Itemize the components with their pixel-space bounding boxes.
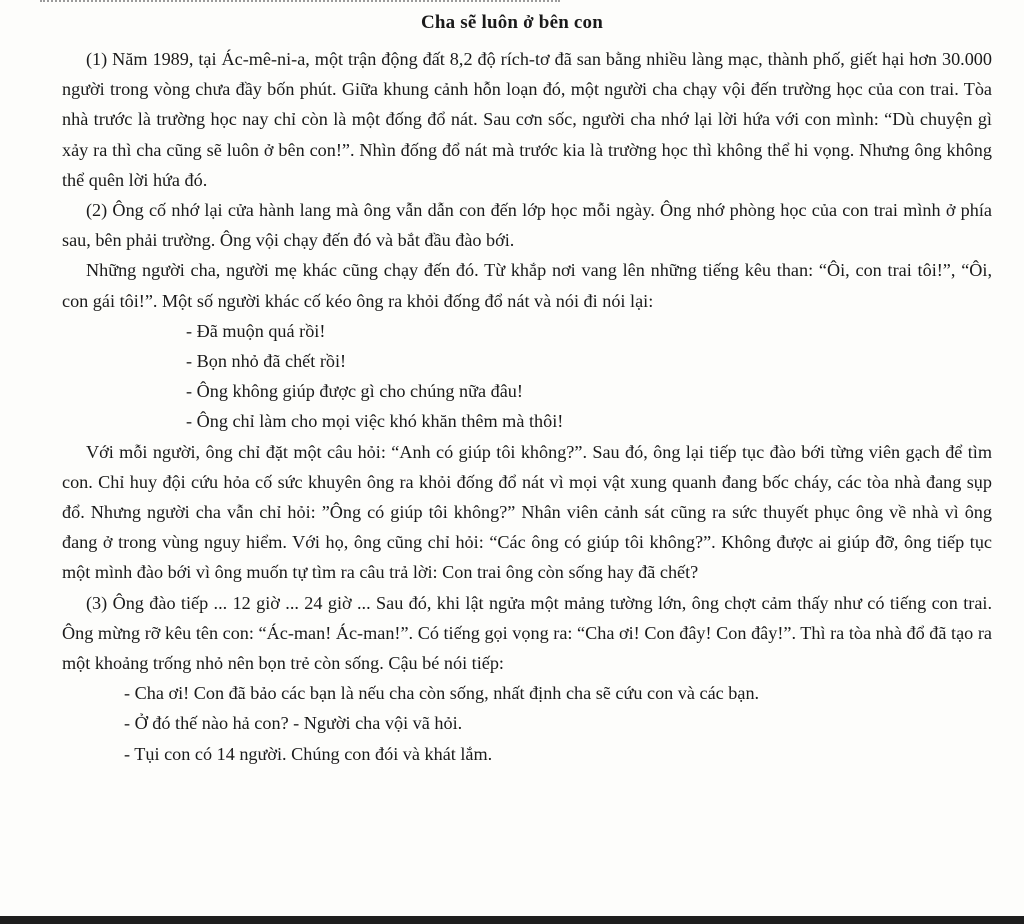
paragraph-2: (2) Ông cố nhớ lại cửa hành lang mà ông vẫn dẫn con đến lớp học mỗi ngày. Ông nhớ phòng học của con trai mình ở phía sau, bên phải trường. Ông vội chạy đến đó và bắt đầu đào bới. xyxy=(62,200,992,251)
paragraph-5: (3) Ông đào tiếp ... 12 giờ ... 24 giờ ... Sau đó, khi lật ngửa một mảng tường lớn, ông chợt cảm thấy như có tiếng con trai. Ông mừng rỡ kêu tên con: “Ác-man! Ác-man!”. Có tiếng gọi vọng ra: “Cha ơi! Con đây! Con đây!”. Thì ra tòa nhà đổ đã tạo ra một khoảng trống nhỏ nên bọn trẻ còn sống. Cậu bé nói tiếp: xyxy=(62,592,992,674)
dialogue-line: - Cha ơi! Con đã bảo các bạn là nếu cha còn sống, nhất định cha sẽ cứu con và các bạn. xyxy=(124,683,760,704)
dialogue-line: - Ở đó thế nào hả con? - Người cha vội vã hỏi. xyxy=(124,713,463,734)
paragraph-3: Những người cha, người mẹ khác cũng chạy đến đó. Từ khắp nơi vang lên những tiếng kêu than: “Ôi, con trai tôi!”, “Ôi, con gái tôi!”. Một số người khác cố kéo ông ra khỏi đống đổ nát và nói đi nói lại: xyxy=(62,260,992,311)
dialogue-line: - Ông chỉ làm cho mọi việc khó khăn thêm mà thôi! xyxy=(186,411,564,432)
story-body xyxy=(62,44,992,769)
cropped-header-line xyxy=(40,0,560,6)
dialogue-line: - Tụi con có 14 người. Chúng con đói và khát lắm. xyxy=(124,743,493,764)
paragraph-4: Với mỗi người, ông chỉ đặt một câu hỏi: “Anh có giúp tôi không?”. Sau đó, ông lại tiếp tục đào bới từng viên gạch để tìm con. Chỉ huy đội cứu hỏa cố sức khuyên ông ra khỏi đống đổ nát vì mọi vật xung quanh đang bốc cháy, các tòa nhà đang sụp đổ. Nhưng người cha vẫn chỉ hỏi: ”Ông có giúp tôi không?” Nhân viên cảnh sát cũng ra sức thuyết phục ông về nhà vì ông đang ở trong vùng nguy hiểm. Với họ, ông cũng chỉ hỏi: “Các ông có giúp tôi không?”. Không được ai giúp đỡ, ông tiếp tục một mình đào bới vì ông muốn tự tìm ra câu trả lời: Con trai ông còn sống hay đã chết? xyxy=(62,441,992,583)
dialogue-line: - Ông không giúp được gì cho chúng nữa đâu! xyxy=(186,381,523,402)
paragraph-1: (1) Năm 1989, tại Ác-mê-ni-a, một trận động đất 8,2 độ rích-tơ đã san bằng nhiều làng mạc, thành phố, giết hại hơn 30.000 người trong vòng chưa đầy bốn phút. Giữa khung cảnh hỗn loạn đó, một người cha chạy vội đến trường học của con trai. Tòa nhà trước là trường học nay chỉ còn là một đống đổ nát. Sau cơn sốc, người cha nhớ lại lời hứa với con mình: “Dù chuyện gì xảy ra thì cha cũng sẽ luôn ở bên con!”. Nhìn đống đổ nát mà trước kia là trường học thì không thể hi vọng. Nhưng ông không thể quên lời hứa đó. xyxy=(62,49,992,190)
document-title: Cha sẽ luôn ở bên con xyxy=(420,12,604,33)
dialogue-line: - Bọn nhỏ đã chết rồi! xyxy=(186,351,347,372)
bottom-border xyxy=(0,916,1024,924)
dialogue-list-1 xyxy=(62,316,992,437)
dialogue-list-2 xyxy=(62,678,992,769)
dialogue-line: - Đã muộn quá rồi! xyxy=(186,320,326,341)
